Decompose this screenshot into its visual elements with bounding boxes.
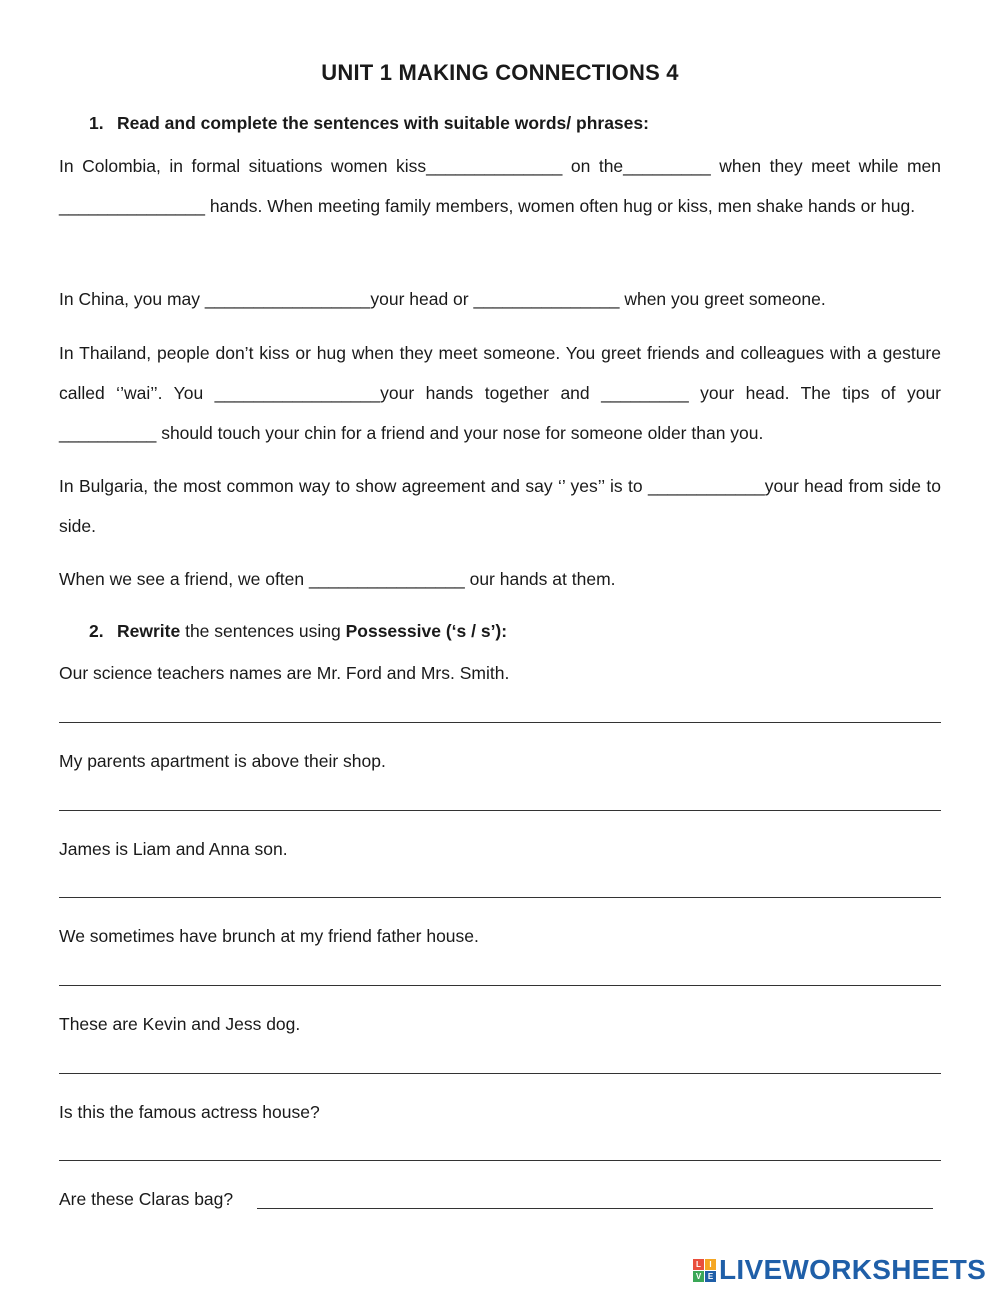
paragraph-china: In China, you may _________________your head or _______________ when you greet someone. <box>59 289 826 309</box>
answer-line-4[interactable] <box>59 985 941 986</box>
paragraph-colombia: In Colombia, in formal situations women kiss______________ on the_________ when they meet while men _______________ hands. When meeting family members, women often hug or kiss, men shake hands or hug. <box>59 156 941 216</box>
logo-mark-tile: V <box>693 1271 704 1282</box>
rewrite-sentence-3: James is Liam and Anna son. <box>59 839 288 859</box>
answer-line-1[interactable] <box>59 722 941 723</box>
answer-line-5[interactable] <box>59 1073 941 1074</box>
heading-bold-possessive: Possessive (‘s / s’): <box>345 621 508 641</box>
section-1-instructions: Read and complete the sentences with suitable words/ phrases: <box>117 113 649 133</box>
rewrite-sentence-2: My parents apartment is above their shop. <box>59 751 386 771</box>
rewrite-sentence-5: These are Kevin and Jess dog. <box>59 1014 301 1034</box>
paragraph-bulgaria: In Bulgaria, the most common way to show agreement and say ‘’ yes’’ is to ____________your head from side to side. <box>59 476 941 536</box>
section-1-heading <box>89 113 649 134</box>
rewrite-sentence-6: Is this the famous actress house? <box>59 1102 320 1122</box>
heading-bold-rewrite: Rewrite <box>117 621 181 641</box>
liveworksheets-logo[interactable] <box>693 1254 989 1286</box>
section-number: 1. <box>89 113 104 133</box>
answer-line-2[interactable] <box>59 810 941 811</box>
logo-mark-tile: L <box>693 1259 704 1270</box>
page-title: UNIT 1 MAKING CONNECTIONS 4 <box>321 60 679 85</box>
rewrite-sentence-4: We sometimes have brunch at my friend father house. <box>59 926 479 946</box>
logo-mark-icon <box>693 1259 716 1282</box>
rewrite-sentence-1: Our science teachers names are Mr. Ford and Mrs. Smith. <box>59 663 510 683</box>
heading-text: the sentences using <box>180 621 346 641</box>
logo-mark-tile: E <box>705 1271 716 1282</box>
rewrite-sentence-7: Are these Claras bag? <box>59 1189 234 1209</box>
answer-line-3[interactable] <box>59 897 941 898</box>
answer-line-6[interactable] <box>59 1160 941 1161</box>
paragraph-thailand: In Thailand, people don’t kiss or hug when they meet someone. You greet friends and colleagues with a gesture called ‘’wai’’. You _________________your hands together and _________ your head. The tips of your __________ should touch your chin for a friend and your nose for someone older than you. <box>59 343 941 443</box>
answer-line-7[interactable] <box>257 1208 933 1209</box>
paragraph-friend: When we see a friend, we often ________________ our hands at them. <box>59 569 616 589</box>
section-2-heading <box>89 621 507 642</box>
logo-text: LIVEWORKSHEETS <box>719 1254 987 1285</box>
logo-mark-tile: I <box>705 1259 716 1270</box>
section-number: 2. <box>89 621 104 641</box>
